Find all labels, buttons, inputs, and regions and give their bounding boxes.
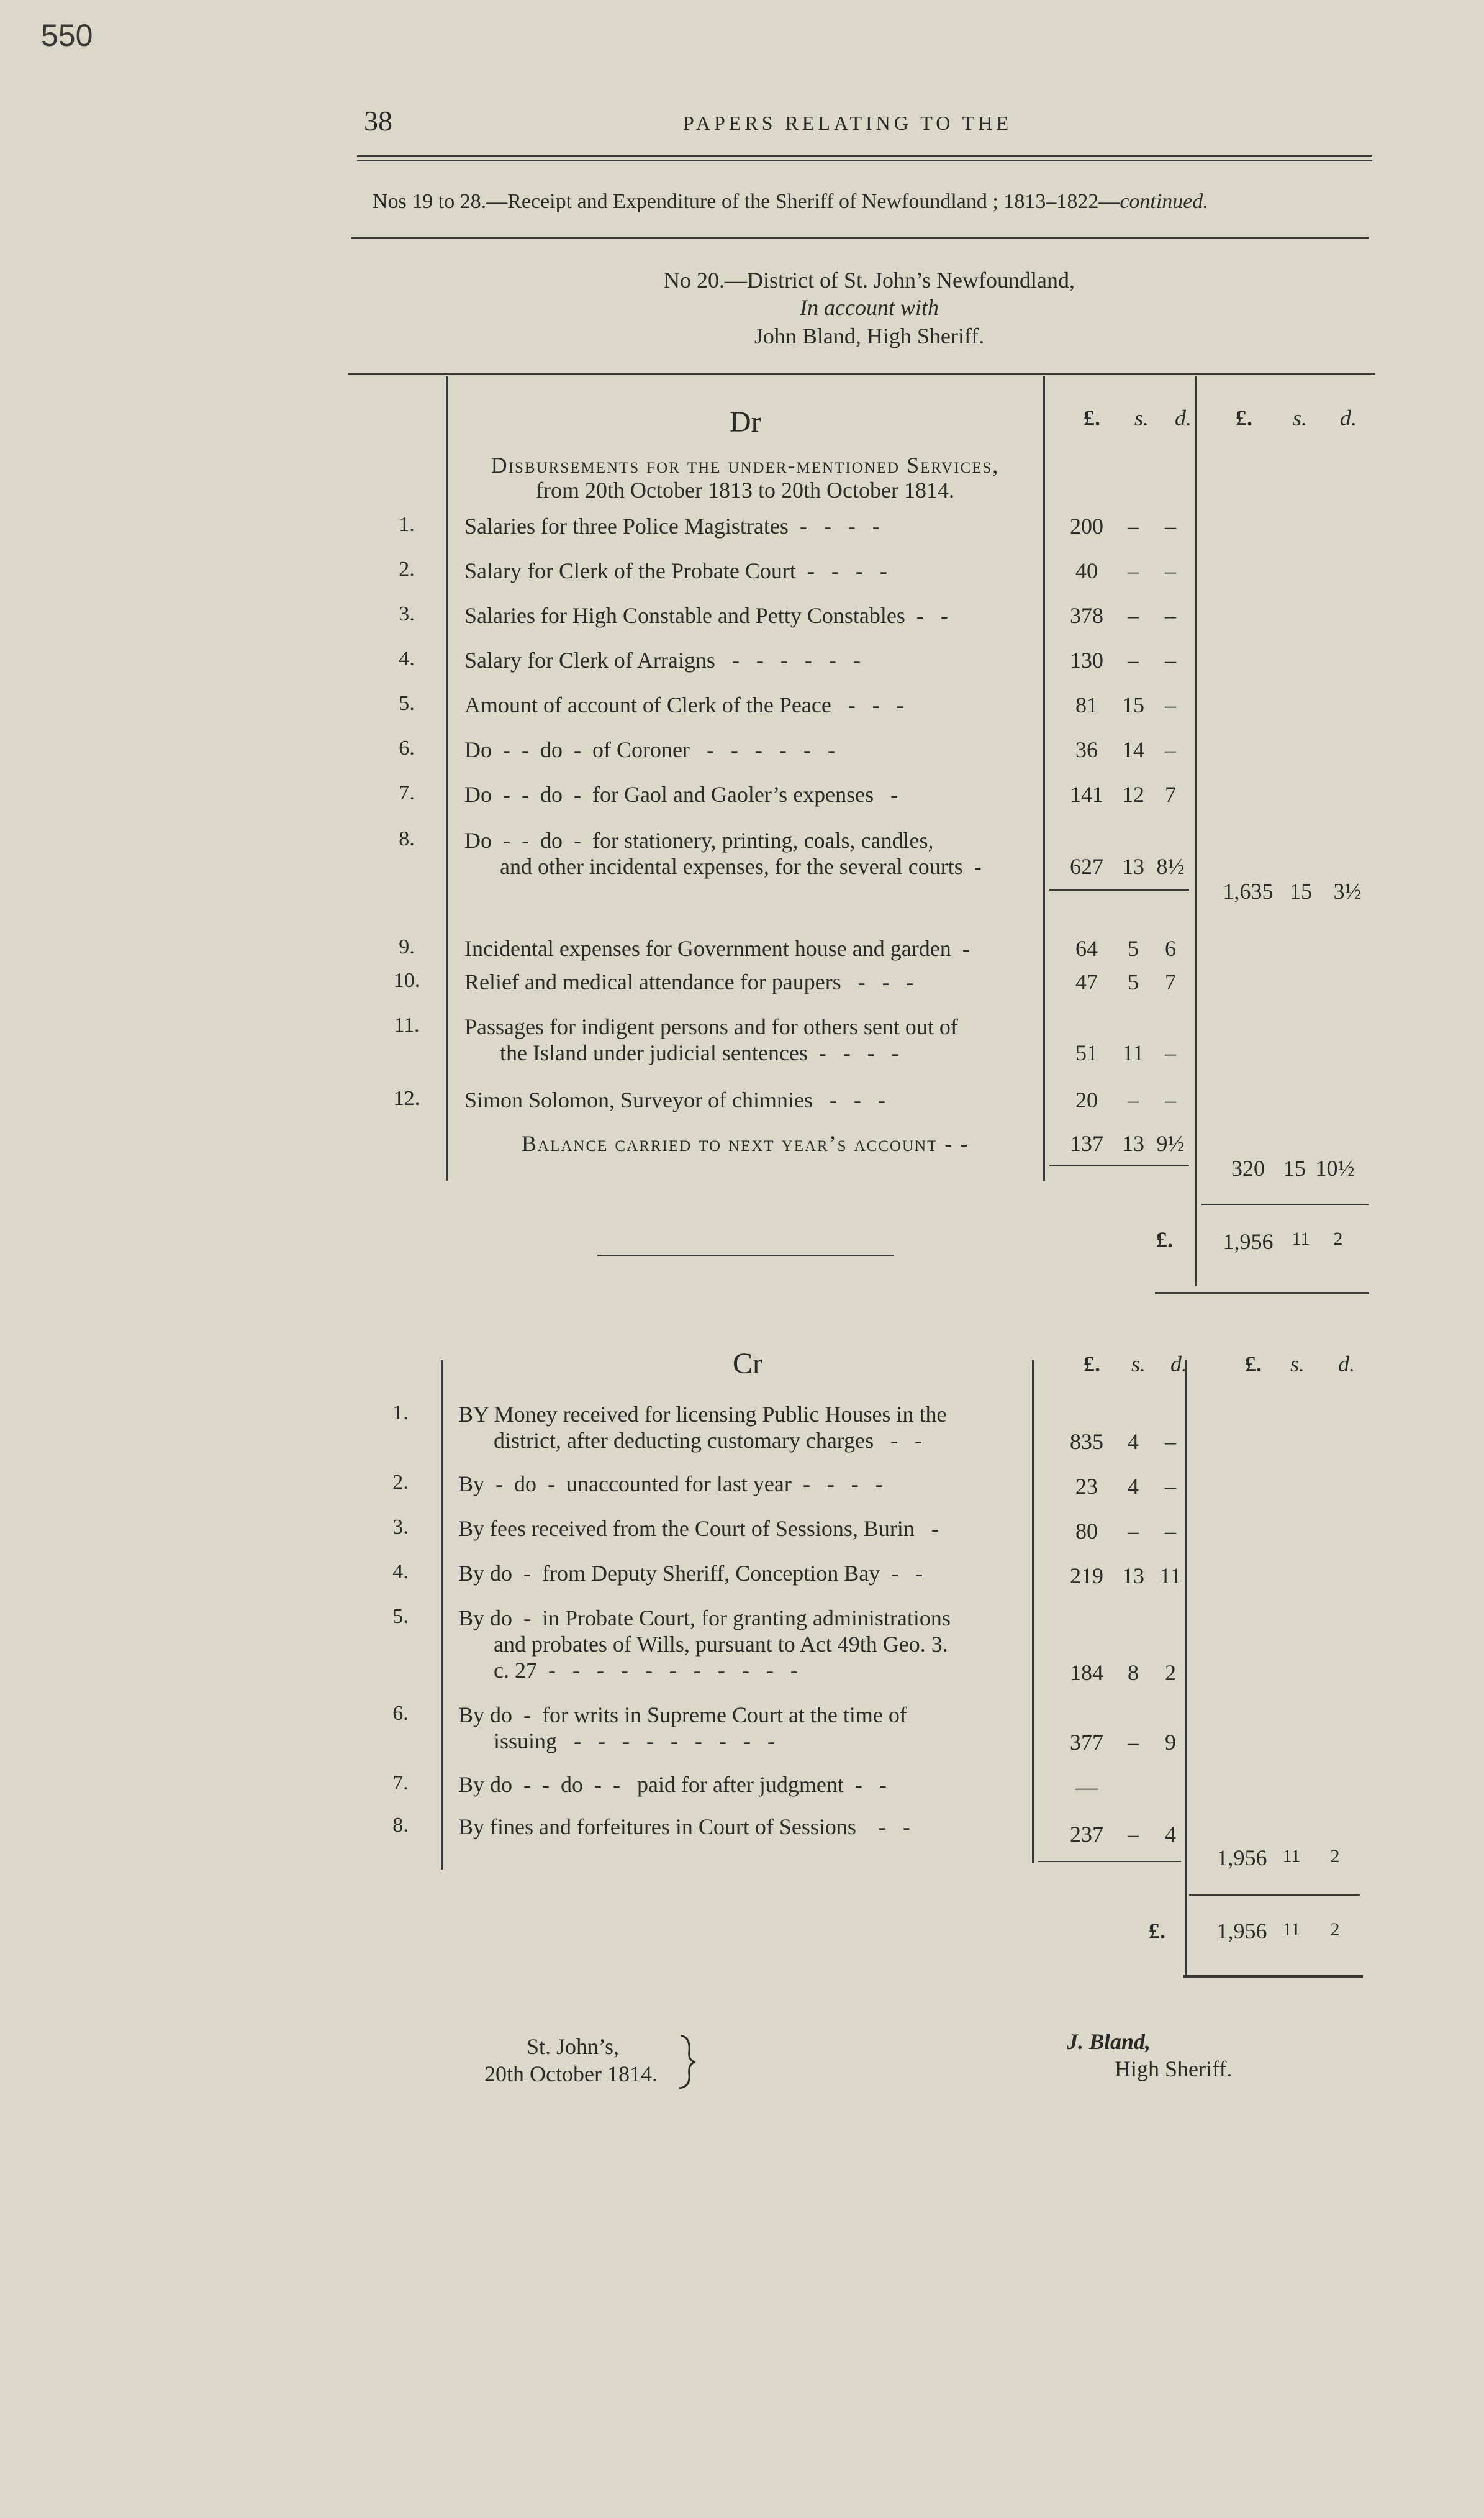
debit-double-rule xyxy=(1155,1292,1369,1294)
debit-item-amount-l: 378 xyxy=(1070,603,1103,628)
page-stamp: 550 xyxy=(41,18,93,53)
debit-item-description: Salaries for High Constable and Petty Constables - - xyxy=(464,603,948,628)
debit-item-amount-d: 7 xyxy=(1165,970,1176,994)
credit-item-amount-s: – xyxy=(1128,1519,1139,1543)
debit-item-description: Relief and medical attendance for paupers - - - xyxy=(464,970,914,994)
credit-item-amount-l: 80 xyxy=(1075,1519,1098,1543)
credit-total-rule-line xyxy=(1189,1894,1360,1896)
credit-heading: Cr xyxy=(733,1347,762,1380)
account-rule xyxy=(348,373,1375,375)
debit-item-number: 3. xyxy=(399,602,415,625)
debit-amount-rule xyxy=(1043,376,1045,1181)
debit-item-amount-s: – xyxy=(1128,1088,1139,1112)
balance-label: Balance carried to next year’s account - - xyxy=(522,1131,969,1156)
credit-item-number: 6. xyxy=(392,1702,409,1725)
credit-item-amount-l: 835 xyxy=(1070,1429,1103,1454)
debit-item-number: 1. xyxy=(399,513,415,536)
debit-item-amount-l: 36 xyxy=(1075,737,1098,762)
credit-item-amount-s: 4 xyxy=(1128,1429,1139,1454)
balance-pence: 9½ xyxy=(1156,1131,1185,1156)
debit-item-number: 11. xyxy=(394,1014,420,1037)
account-line-1: No 20.—District of St. John’s Newfoundland, xyxy=(664,268,1075,293)
credit-subtotal-pence: 2 xyxy=(1330,1846,1340,1866)
debit-heading: Dr xyxy=(730,406,761,439)
debit-item-amount-s: 13 xyxy=(1122,854,1144,879)
credit-item-amount-l: — xyxy=(1075,1775,1098,1799)
debit-col-pounds: £. xyxy=(1084,406,1100,430)
subtotal2-shillings: 15 xyxy=(1283,1156,1306,1181)
debit-total-label: £. xyxy=(1156,1227,1173,1252)
credit-item-number: 7. xyxy=(392,1771,409,1794)
debit-item-number: 10. xyxy=(393,969,420,992)
credit-subtotal-rule xyxy=(1038,1861,1181,1862)
credit-item-amount-l: 219 xyxy=(1070,1563,1103,1588)
credit-item-amount-s: 4 xyxy=(1128,1474,1139,1499)
credit-item-amount-d: – xyxy=(1165,1474,1176,1499)
debit-item-number: 6. xyxy=(399,737,415,760)
credit-subtotal-shillings: 11 xyxy=(1282,1846,1301,1866)
credit-item-description: By do - from Deputy Sheriff, Conception Bay - - xyxy=(458,1561,923,1586)
debit-col-shillings: s. xyxy=(1134,406,1149,430)
debit-item-amount-l: 141 xyxy=(1070,782,1103,807)
debit-item-amount-s: – xyxy=(1128,603,1139,628)
debit-item-amount-d: 8½ xyxy=(1156,854,1185,879)
account-line-3: John Bland, High Sheriff. xyxy=(754,324,985,348)
brace-icon xyxy=(676,2032,700,2091)
debit-item-description: Salary for Clerk of the Probate Court - - - - xyxy=(464,558,887,583)
credit-item-description: By - do - unaccounted for last year - - - - xyxy=(458,1471,883,1496)
debit-col-pence: d. xyxy=(1175,406,1192,430)
debit-item-amount-l: 47 xyxy=(1075,970,1098,994)
subtotal2-pounds: 320 xyxy=(1231,1156,1265,1181)
debit-item-amount-l: 51 xyxy=(1075,1040,1098,1065)
credit-item-number: 1. xyxy=(392,1401,409,1424)
credit-item-number: 2. xyxy=(392,1471,409,1494)
debit-item-number: 12. xyxy=(393,1087,420,1110)
credit-item-amount-l: 237 xyxy=(1070,1822,1103,1847)
debit-total-pounds: 1,956 xyxy=(1223,1229,1274,1254)
debit-total-pence: 2 xyxy=(1333,1229,1343,1249)
debit-item-amount-d: 6 xyxy=(1165,936,1176,961)
debit-item-amount-l: 130 xyxy=(1070,648,1103,673)
debit-item-description: Do - - do - for Gaol and Gaoler’s expenses - xyxy=(464,782,898,807)
debit-item-amount-d: 7 xyxy=(1165,782,1176,807)
account-line-2: In account with xyxy=(800,295,939,320)
subtitle-italic: continued. xyxy=(1120,190,1208,213)
debit-item-number: 7. xyxy=(399,781,415,804)
debit-item-amount-l: 40 xyxy=(1075,558,1098,583)
footer-date: 20th October 1814. xyxy=(484,2061,658,2086)
credit-item-amount-d: 4 xyxy=(1165,1822,1176,1847)
credit-item-description: By do - for writs in Supreme Court at the time of xyxy=(458,1702,907,1727)
debit-item-amount-l: 627 xyxy=(1070,854,1103,879)
credit-item-description: and probates of Wills, pursuant to Act 49th Geo. 3. xyxy=(494,1632,948,1657)
credit-item-description: By do - - do - - paid for after judgment - - xyxy=(458,1772,887,1797)
debit-item-description: and other incidental expenses, for the several courts - xyxy=(500,854,982,879)
subtotal1-shillings: 15 xyxy=(1290,879,1312,904)
debit-item-amount-d: – xyxy=(1165,558,1176,583)
debit-item-amount-s: 5 xyxy=(1128,970,1139,994)
subtotal1-pence: 3½ xyxy=(1333,879,1362,904)
credit-double-rule xyxy=(1183,1975,1363,1978)
debit-closing-line xyxy=(597,1255,894,1256)
footer-title: High Sheriff. xyxy=(1115,2057,1233,2081)
debit-item-description: Salaries for three Police Magistrates - - - - xyxy=(464,514,880,539)
debit-item-amount-s: – xyxy=(1128,558,1139,583)
credit-subtotal-pounds: 1,956 xyxy=(1216,1845,1267,1870)
credit-item-amount-d: 9 xyxy=(1165,1730,1176,1755)
debit-item-description: Amount of account of Clerk of the Peace - - - xyxy=(464,693,904,717)
credit-item-amount-d: 2 xyxy=(1165,1660,1176,1685)
debit-item-amount-s: – xyxy=(1128,514,1139,539)
subtitle xyxy=(373,190,1208,214)
credit-item-amount-s: – xyxy=(1128,1822,1139,1847)
subtitle-rule xyxy=(351,237,1369,239)
debit-total-rule xyxy=(1195,376,1197,1286)
subtotal-rule-1 xyxy=(1049,889,1189,891)
subtotal-rule-2 xyxy=(1049,1165,1189,1166)
debit-total-shillings: 11 xyxy=(1292,1229,1310,1249)
credit-item-amount-d: 11 xyxy=(1159,1563,1182,1588)
debit-item-number: 5. xyxy=(399,692,415,715)
credit-total-col-pounds: £. xyxy=(1245,1352,1262,1376)
balance-pounds: 137 xyxy=(1070,1131,1103,1156)
debit-item-description: Do - - do - of Coroner - - - - - - xyxy=(464,737,835,762)
credit-item-amount-l: 184 xyxy=(1070,1660,1103,1685)
debit-item-amount-d: – xyxy=(1165,1088,1176,1112)
debit-total-col-pounds: £. xyxy=(1236,406,1252,430)
debit-item-amount-l: 20 xyxy=(1075,1088,1098,1112)
credit-col-shillings: s. xyxy=(1131,1352,1146,1376)
debit-section-title-1: Disbursements for the under-mentioned Services, xyxy=(491,453,1000,478)
credit-total-pounds: 1,956 xyxy=(1216,1919,1267,1943)
debit-section-title-2: from 20th October 1813 to 20th October 1814. xyxy=(536,478,954,502)
credit-item-number: 8. xyxy=(392,1814,409,1837)
footer-signature: J. Bland, xyxy=(1067,2029,1151,2054)
credit-total-col-shillings: s. xyxy=(1290,1352,1305,1376)
credit-item-amount-l: 23 xyxy=(1075,1474,1098,1499)
subtotal2-pence: 10½ xyxy=(1315,1156,1355,1181)
debit-item-description: Salary for Clerk of Arraigns - - - - - - xyxy=(464,648,861,673)
debit-item-amount-l: 64 xyxy=(1075,936,1098,961)
credit-item-amount-s: 8 xyxy=(1128,1660,1139,1685)
debit-total-col-pence: d. xyxy=(1340,406,1357,430)
debit-item-description: the Island under judicial sentences - - - - xyxy=(500,1040,899,1065)
debit-item-amount-s: 11 xyxy=(1122,1040,1144,1065)
debit-item-amount-d: – xyxy=(1165,737,1176,762)
credit-item-number: 4. xyxy=(392,1560,409,1583)
credit-item-amount-d: – xyxy=(1165,1429,1176,1454)
debit-item-number: 2. xyxy=(399,558,415,581)
debit-total-col-shillings: s. xyxy=(1293,406,1308,430)
debit-item-number: 8. xyxy=(399,827,415,850)
debit-item-amount-d: – xyxy=(1165,1040,1176,1065)
credit-amount-rule xyxy=(1032,1360,1034,1863)
debit-item-amount-d: – xyxy=(1165,603,1176,628)
debit-item-amount-d: – xyxy=(1165,693,1176,717)
debit-item-amount-d: – xyxy=(1165,648,1176,673)
footer-place: St. John’s, xyxy=(527,2034,620,2059)
credit-total-label: £. xyxy=(1149,1919,1165,1943)
credit-total-shillings: 11 xyxy=(1282,1919,1301,1940)
credit-total-col-pence: d. xyxy=(1338,1352,1355,1376)
debit-item-amount-s: 5 xyxy=(1128,936,1139,961)
credit-col-pence: d. xyxy=(1170,1352,1187,1376)
page-number: 38 xyxy=(364,105,392,137)
credit-item-description: By do - in Probate Court, for granting administrations xyxy=(458,1606,951,1630)
credit-item-number: 5. xyxy=(392,1605,409,1628)
credit-item-description: BY Money received for licensing Public Houses in the xyxy=(458,1402,947,1427)
credit-item-amount-l: 377 xyxy=(1070,1730,1103,1755)
credit-item-amount-s: – xyxy=(1128,1730,1139,1755)
credit-item-description: c. 27 - - - - - - - - - - - xyxy=(494,1658,798,1683)
debit-item-amount-s: 14 xyxy=(1122,737,1144,762)
debit-item-number: 9. xyxy=(399,935,415,958)
debit-item-amount-s: 12 xyxy=(1122,782,1144,807)
debit-item-description: Incidental expenses for Government house and garden - xyxy=(464,936,970,961)
balance-shillings: 13 xyxy=(1122,1131,1144,1156)
debit-left-rule xyxy=(446,376,448,1181)
debit-item-number: 4. xyxy=(399,647,415,670)
debit-item-description: Simon Solomon, Surveyor of chimnies - - - xyxy=(464,1088,885,1112)
credit-col-pounds: £. xyxy=(1084,1352,1100,1376)
debit-item-amount-s: 15 xyxy=(1122,693,1144,717)
credit-item-description: By fines and forfeitures in Court of Sessions - - xyxy=(458,1814,910,1839)
total-rule-debit xyxy=(1201,1204,1369,1205)
credit-item-description: issuing - - - - - - - - - xyxy=(494,1729,775,1753)
debit-item-amount-l: 81 xyxy=(1075,693,1098,717)
debit-item-amount-s: – xyxy=(1128,648,1139,673)
credit-item-description: district, after deducting customary charges - - xyxy=(494,1428,923,1453)
debit-item-amount-d: – xyxy=(1165,514,1176,539)
credit-total-pence: 2 xyxy=(1330,1919,1340,1940)
credit-item-amount-s: 13 xyxy=(1122,1563,1144,1588)
credit-item-amount-d: – xyxy=(1165,1519,1176,1543)
credit-item-number: 3. xyxy=(392,1516,409,1539)
credit-item-description: By fees received from the Court of Sessions, Burin - xyxy=(458,1516,939,1541)
debit-item-description: Do - - do - for stationery, printing, coals, candles, xyxy=(464,828,934,853)
debit-item-description: Passages for indigent persons and for others sent out of xyxy=(464,1014,958,1039)
subtitle-text: Nos 19 to 28.—Receipt and Expenditure of the Sheriff of Newfoundland ; 1813–1822— xyxy=(373,190,1120,213)
running-title: PAPERS RELATING TO THE xyxy=(683,112,1012,134)
header-rule-top xyxy=(357,155,1372,157)
credit-left-rule xyxy=(441,1360,443,1870)
header-rule-bottom xyxy=(357,160,1372,161)
debit-item-amount-l: 200 xyxy=(1070,514,1103,539)
subtotal1-pounds: 1,635 xyxy=(1223,879,1274,904)
